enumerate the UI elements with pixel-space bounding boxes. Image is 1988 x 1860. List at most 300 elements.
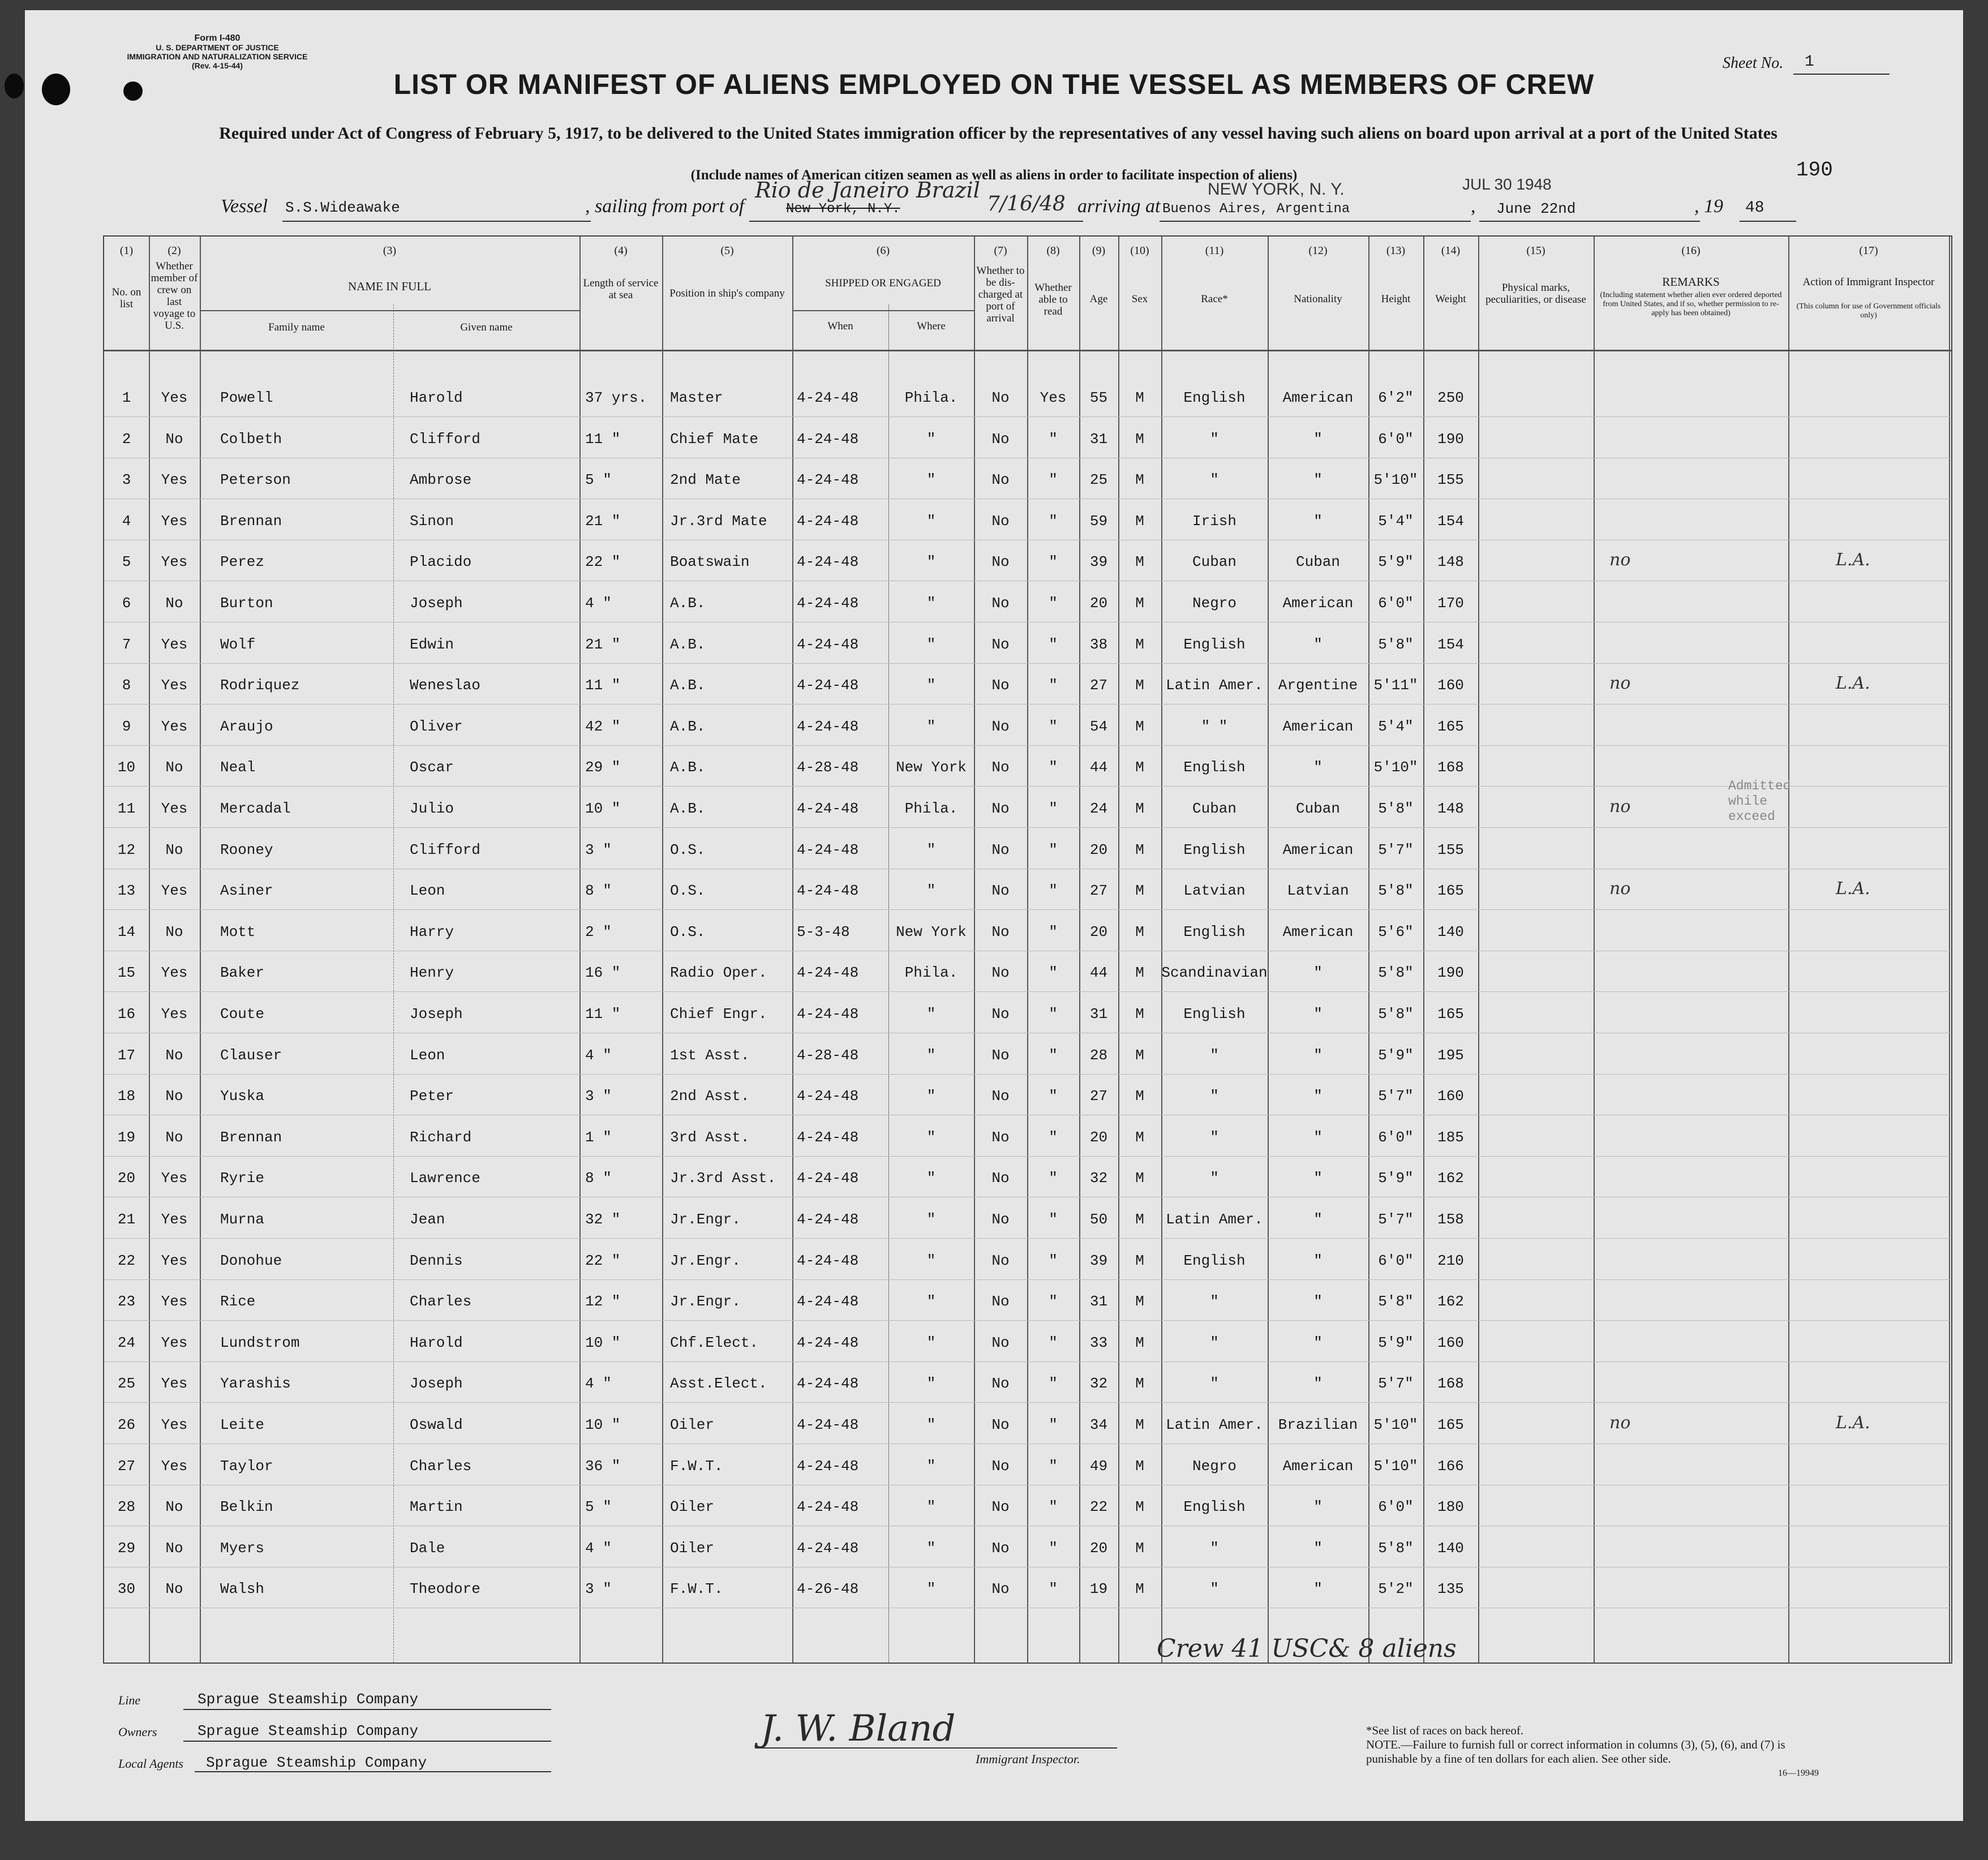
cell-nationality: Cuban bbox=[1295, 553, 1340, 571]
cell-position: F.W.T. bbox=[670, 1457, 723, 1475]
cell-height: 5'7" bbox=[1378, 841, 1414, 858]
cell-sex: M bbox=[1135, 759, 1144, 776]
cell-service-length: 8 " bbox=[585, 882, 612, 900]
cell-race: Scandinavian bbox=[1161, 964, 1268, 982]
table-row bbox=[104, 1413, 1951, 1457]
table-row bbox=[104, 1458, 1951, 1498]
cell-row-number: 15 bbox=[117, 964, 136, 982]
cell-row-number: 4 bbox=[122, 512, 131, 530]
cell-age: 54 bbox=[1089, 718, 1108, 735]
cell-height: 5'9" bbox=[1378, 1170, 1414, 1187]
cell-last-voyage: No bbox=[165, 1128, 183, 1146]
cell-family-name: Colbeth bbox=[220, 430, 282, 448]
cell-sex: M bbox=[1135, 1498, 1144, 1516]
cell-able-to-read: " bbox=[1049, 1293, 1058, 1311]
cell-given-name: Oscar bbox=[410, 759, 454, 776]
cell-service-length: 4 " bbox=[585, 1046, 612, 1064]
cell-age: 28 bbox=[1089, 1046, 1108, 1064]
cell-given-name: Oswald bbox=[410, 1416, 463, 1433]
cell-shipped-where: " bbox=[926, 1252, 936, 1269]
cell-last-voyage: Yes bbox=[161, 1211, 188, 1228]
cell-inspector-action: L.A. bbox=[1836, 673, 1870, 694]
cell-weight: 154 bbox=[1437, 635, 1464, 653]
cell-last-voyage: Yes bbox=[161, 1416, 188, 1433]
cell-age: 19 bbox=[1089, 1580, 1108, 1598]
cell-nationality: " bbox=[1313, 1046, 1323, 1064]
cell-sex: M bbox=[1135, 800, 1144, 817]
cell-family-name: Donohue bbox=[220, 1252, 282, 1269]
cell-inspector-action: L.A. bbox=[1836, 879, 1870, 899]
owners-label: Owners bbox=[118, 1725, 157, 1739]
cell-discharge: No bbox=[991, 1416, 1010, 1433]
vessel-name: S.S.Wideawake bbox=[285, 199, 400, 216]
line-value: Sprague Steamship Company bbox=[197, 1691, 419, 1708]
cell-sex: M bbox=[1135, 1088, 1144, 1105]
cell-shipped-where: " bbox=[926, 1293, 936, 1311]
table-row bbox=[104, 1170, 1951, 1210]
cell-position: Asst.Elect. bbox=[670, 1375, 767, 1393]
cell-race: Latvian bbox=[1183, 882, 1246, 900]
cell-position: Oiler bbox=[670, 1416, 715, 1433]
col-head-action: Action of Immigrant Inspector bbox=[1802, 276, 1935, 288]
cell-height: 5'9" bbox=[1378, 1334, 1414, 1351]
cell-sex: M bbox=[1135, 1252, 1144, 1269]
cell-discharge: No bbox=[991, 1539, 1010, 1557]
cell-position: A.B. bbox=[670, 759, 706, 776]
cell-height: 5'7" bbox=[1378, 1088, 1414, 1105]
table-row bbox=[104, 1498, 1951, 1539]
cell-last-voyage: No bbox=[165, 759, 183, 776]
table-row bbox=[104, 636, 1951, 677]
cell-discharge: No bbox=[991, 841, 1010, 858]
cell-family-name: Burton bbox=[220, 595, 273, 612]
cell-shipped-when: 4-24-48 bbox=[797, 1006, 859, 1023]
cell-given-name: Harold bbox=[410, 1334, 463, 1351]
cell-shipped-when: 4-24-48 bbox=[797, 635, 859, 653]
cell-position: A.B. bbox=[670, 677, 706, 694]
cell-sex: M bbox=[1135, 389, 1144, 406]
col-head-when: When bbox=[827, 320, 853, 332]
cell-last-voyage: No bbox=[165, 923, 183, 940]
cell-able-to-read: " bbox=[1049, 841, 1058, 858]
cell-shipped-where: " bbox=[926, 471, 936, 489]
cell-remarks: no bbox=[1609, 1413, 1631, 1433]
cell-service-length: 16 " bbox=[585, 964, 621, 982]
col-head-height: Height bbox=[1381, 293, 1411, 305]
cell-height: 6'2" bbox=[1378, 389, 1414, 406]
cell-able-to-read: " bbox=[1049, 1498, 1058, 1516]
cell-nationality: " bbox=[1313, 1580, 1323, 1598]
col-num-11: (11) bbox=[1205, 244, 1224, 257]
cell-sex: M bbox=[1135, 1293, 1144, 1311]
cell-shipped-when: 4-24-48 bbox=[797, 882, 859, 900]
cell-height: 6'0" bbox=[1378, 595, 1414, 612]
service: IMMIGRATION AND NATURALIZATION SERVICE bbox=[127, 52, 308, 61]
cell-row-number: 26 bbox=[117, 1416, 136, 1433]
cell-race: " bbox=[1210, 1293, 1219, 1311]
cell-shipped-where: " bbox=[926, 635, 936, 653]
cell-last-voyage: No bbox=[165, 1046, 183, 1064]
table-row bbox=[104, 1047, 1951, 1088]
cell-shipped-when: 4-24-48 bbox=[797, 471, 859, 489]
cell-weight: 180 bbox=[1437, 1498, 1464, 1516]
cell-able-to-read: " bbox=[1049, 1539, 1058, 1557]
cell-shipped-when: 4-24-48 bbox=[797, 512, 859, 530]
cell-nationality: " bbox=[1313, 430, 1323, 448]
table-row bbox=[104, 1252, 1951, 1293]
cell-race: " bbox=[1210, 1046, 1219, 1064]
cell-row-number: 5 bbox=[122, 553, 131, 571]
cell-shipped-where: New York bbox=[896, 923, 967, 940]
cell-race: " " bbox=[1201, 718, 1228, 735]
arriving-port: Buenos Aires, Argentina bbox=[1162, 201, 1350, 217]
cell-age: 34 bbox=[1089, 1416, 1108, 1433]
cell-able-to-read: " bbox=[1049, 512, 1058, 530]
cell-discharge: No bbox=[991, 1293, 1010, 1311]
cell-family-name: Belkin bbox=[220, 1498, 273, 1516]
cell-nationality: Latvian bbox=[1287, 882, 1349, 900]
cell-age: 44 bbox=[1089, 964, 1108, 982]
cell-family-name: Wolf bbox=[220, 635, 256, 653]
cell-position: A.B. bbox=[670, 595, 706, 612]
cell-service-length: 4 " bbox=[585, 1375, 612, 1393]
cell-row-number: 13 bbox=[117, 882, 136, 900]
table-row bbox=[104, 964, 1951, 1005]
cell-service-length: 12 " bbox=[585, 1293, 621, 1311]
cell-race: Latin Amer. bbox=[1166, 1416, 1263, 1433]
cell-sex: M bbox=[1135, 553, 1144, 571]
cell-shipped-where: Phila. bbox=[904, 800, 958, 817]
cell-shipped-where: " bbox=[926, 1211, 936, 1228]
cell-service-length: 3 " bbox=[585, 841, 612, 858]
cell-row-number: 27 bbox=[117, 1457, 136, 1475]
cell-weight: 162 bbox=[1437, 1170, 1464, 1187]
cell-row-number: 6 bbox=[122, 595, 131, 612]
cell-race: " bbox=[1210, 1128, 1219, 1146]
col-head-discharged: Whether to be dis-charged at port of arrival bbox=[976, 265, 1025, 324]
cell-weight: 195 bbox=[1437, 1046, 1464, 1064]
cell-shipped-when: 4-24-48 bbox=[797, 1416, 859, 1433]
table-row bbox=[104, 471, 1951, 512]
cell-given-name: Ambrose bbox=[410, 471, 472, 489]
cell-shipped-where: Phila. bbox=[904, 389, 958, 406]
cell-sex: M bbox=[1135, 1375, 1144, 1393]
cell-service-length: 3 " bbox=[585, 1580, 612, 1598]
cell-sex: M bbox=[1135, 430, 1144, 448]
cell-service-length: 36 " bbox=[585, 1457, 621, 1475]
cell-able-to-read: " bbox=[1049, 1580, 1058, 1598]
cell-shipped-where: " bbox=[926, 1498, 936, 1516]
table-row bbox=[104, 718, 1951, 759]
cell-race: Negro bbox=[1192, 595, 1236, 612]
cell-position: Radio Oper. bbox=[670, 964, 767, 982]
agents-value: Sprague Steamship Company bbox=[206, 1754, 427, 1771]
cell-able-to-read: " bbox=[1049, 882, 1058, 900]
table-row bbox=[104, 1006, 1951, 1046]
cell-weight: 185 bbox=[1437, 1128, 1464, 1146]
cell-weight: 160 bbox=[1437, 1334, 1464, 1351]
cell-last-voyage: Yes bbox=[161, 800, 188, 817]
cell-shipped-where: " bbox=[926, 1006, 936, 1023]
cell-shipped-when: 4-24-48 bbox=[797, 718, 859, 735]
cell-height: 5'9" bbox=[1378, 553, 1414, 571]
cell-last-voyage: Yes bbox=[161, 1006, 188, 1023]
cell-discharge: No bbox=[991, 800, 1010, 817]
table-row bbox=[104, 431, 1951, 471]
cell-age: 33 bbox=[1089, 1334, 1108, 1351]
cell-shipped-when: 4-24-48 bbox=[797, 964, 859, 982]
cell-shipped-when: 4-24-48 bbox=[797, 1252, 859, 1269]
crew-manifest-table bbox=[103, 235, 1952, 1664]
cell-row-number: 22 bbox=[117, 1252, 136, 1269]
cell-discharge: No bbox=[991, 923, 1010, 940]
table-row bbox=[104, 1334, 1951, 1375]
cell-position: Chief Mate bbox=[670, 430, 759, 448]
cell-row-number: 25 bbox=[117, 1375, 136, 1393]
cell-service-length: 11 " bbox=[585, 430, 621, 448]
cell-given-name: Weneslao bbox=[410, 677, 480, 694]
cell-given-name: Clifford bbox=[410, 430, 480, 448]
cell-able-to-read: " bbox=[1049, 964, 1058, 982]
cell-service-length: 5 " bbox=[585, 471, 612, 489]
cell-weight: 140 bbox=[1437, 1539, 1464, 1557]
cell-able-to-read: " bbox=[1049, 1252, 1058, 1269]
cell-service-length: 1 " bbox=[585, 1128, 612, 1146]
cell-shipped-where: " bbox=[926, 1375, 936, 1393]
col-head-where: Where bbox=[917, 320, 946, 332]
col-num-5: (5) bbox=[720, 244, 734, 257]
cell-age: 22 bbox=[1089, 1498, 1108, 1516]
cell-shipped-where: " bbox=[926, 1088, 936, 1105]
cell-service-length: 10 " bbox=[585, 1416, 621, 1433]
col-num-3: (3) bbox=[383, 244, 397, 257]
cell-service-length: 4 " bbox=[585, 1539, 612, 1557]
cell-sex: M bbox=[1135, 595, 1144, 612]
cell-position: Jr.3rd Mate bbox=[670, 512, 767, 530]
cell-weight: 190 bbox=[1437, 964, 1464, 982]
cell-weight: 168 bbox=[1437, 759, 1464, 776]
cell-position: F.W.T. bbox=[670, 1580, 723, 1598]
cell-nationality: American bbox=[1282, 718, 1354, 735]
col-num-16: (16) bbox=[1681, 244, 1701, 257]
cell-service-length: 5 " bbox=[585, 1498, 612, 1516]
cell-weight: 160 bbox=[1437, 677, 1464, 694]
cell-row-number: 16 bbox=[117, 1006, 136, 1023]
cell-family-name: Brennan bbox=[220, 1128, 282, 1146]
cell-row-number: 1 bbox=[122, 389, 131, 406]
cell-sex: M bbox=[1135, 841, 1144, 858]
col-num-12: (12) bbox=[1308, 244, 1328, 257]
cell-height: 6'0" bbox=[1378, 430, 1414, 448]
cell-position: O.S. bbox=[670, 882, 706, 900]
cell-sex: M bbox=[1135, 1170, 1144, 1187]
cell-shipped-where: " bbox=[926, 1128, 936, 1146]
cell-weight: 160 bbox=[1437, 1088, 1464, 1105]
cell-age: 20 bbox=[1089, 1539, 1108, 1557]
table-row bbox=[104, 1375, 1951, 1416]
arriving-stamp: NEW YORK, N. Y. bbox=[1208, 180, 1345, 199]
col-num-6: (6) bbox=[876, 244, 890, 257]
crew-summary: Crew 41 USC& 8 aliens bbox=[1157, 1634, 1457, 1663]
cell-given-name: Charles bbox=[410, 1293, 472, 1311]
vessel-label: Vessel bbox=[221, 196, 268, 217]
cell-last-voyage: Yes bbox=[161, 1293, 188, 1311]
cell-weight: 210 bbox=[1437, 1252, 1464, 1269]
cell-shipped-where: " bbox=[926, 1457, 936, 1475]
cell-row-number: 21 bbox=[117, 1211, 136, 1228]
cell-weight: 140 bbox=[1437, 923, 1464, 940]
cell-last-voyage: Yes bbox=[161, 512, 188, 530]
cell-able-to-read: Yes bbox=[1040, 389, 1067, 406]
cell-race: " bbox=[1210, 1170, 1219, 1187]
cell-race: Negro bbox=[1192, 1457, 1236, 1475]
cell-sex: M bbox=[1135, 635, 1144, 653]
cell-discharge: No bbox=[991, 1252, 1010, 1269]
table-row bbox=[104, 673, 1951, 718]
col-head-sex: Sex bbox=[1131, 293, 1148, 305]
cell-service-length: 10 " bbox=[585, 800, 621, 817]
cell-remarks: no bbox=[1609, 797, 1631, 817]
cell-able-to-read: " bbox=[1049, 430, 1058, 448]
cell-family-name: Baker bbox=[220, 964, 265, 982]
cell-family-name: Clauser bbox=[220, 1046, 282, 1064]
cell-age: 27 bbox=[1089, 882, 1108, 900]
cell-service-length: 21 " bbox=[585, 512, 621, 530]
cell-shipped-where: New York bbox=[896, 759, 967, 776]
cell-age: 31 bbox=[1089, 1006, 1108, 1023]
cell-nationality: " bbox=[1313, 1088, 1323, 1105]
cell-row-number: 10 bbox=[117, 759, 136, 776]
cell-able-to-read: " bbox=[1049, 635, 1058, 653]
cell-row-number: 17 bbox=[117, 1046, 136, 1064]
cell-shipped-where: " bbox=[926, 1334, 936, 1351]
cell-position: Master bbox=[670, 389, 723, 406]
col-head-no: No. on list bbox=[111, 286, 141, 310]
cell-last-voyage: No bbox=[165, 595, 183, 612]
cell-given-name: Leon bbox=[410, 1046, 445, 1064]
col-head-given-name: Given name bbox=[460, 321, 513, 333]
cell-height: 5'7" bbox=[1378, 1211, 1414, 1228]
cell-race: English bbox=[1183, 635, 1246, 653]
cell-given-name: Richard bbox=[410, 1128, 472, 1146]
cell-shipped-where: " bbox=[926, 1046, 936, 1064]
cell-inspector-action: L.A. bbox=[1836, 550, 1870, 570]
cell-family-name: Ryrie bbox=[220, 1170, 265, 1187]
cell-discharge: No bbox=[991, 1580, 1010, 1598]
cell-given-name: Joseph bbox=[410, 1375, 463, 1393]
cell-shipped-where: " bbox=[926, 1416, 936, 1433]
cell-given-name: Joseph bbox=[410, 595, 463, 612]
cell-nationality: " bbox=[1313, 1170, 1323, 1187]
col-head-last-voyage: Whether member of crew on last voyage to U.S. bbox=[151, 260, 198, 332]
cell-family-name: Lundstrom bbox=[220, 1334, 300, 1351]
cell-service-length: 22 " bbox=[585, 553, 621, 571]
cell-family-name: Rice bbox=[220, 1293, 256, 1311]
cell-age: 59 bbox=[1089, 512, 1108, 530]
cell-shipped-when: 4-24-48 bbox=[797, 430, 859, 448]
cell-nationality: American bbox=[1282, 1457, 1354, 1475]
cell-weight: 155 bbox=[1437, 841, 1464, 858]
col-head-age: Age bbox=[1089, 293, 1108, 305]
cell-able-to-read: " bbox=[1049, 677, 1058, 694]
cell-age: 50 bbox=[1089, 1211, 1108, 1228]
cell-height: 5'8" bbox=[1378, 1539, 1414, 1557]
cell-shipped-where: " bbox=[926, 1580, 936, 1598]
cell-family-name: Brennan bbox=[220, 512, 282, 530]
line-label: Line bbox=[118, 1693, 141, 1707]
cell-position: 2nd Asst. bbox=[670, 1088, 750, 1105]
cell-given-name: Placido bbox=[410, 553, 472, 571]
cell-sex: M bbox=[1135, 1539, 1144, 1557]
cell-age: 25 bbox=[1089, 471, 1108, 489]
cell-nationality: " bbox=[1313, 1539, 1323, 1557]
cell-shipped-where: " bbox=[926, 882, 936, 900]
cell-row-number: 30 bbox=[117, 1580, 136, 1598]
cell-given-name: Dale bbox=[410, 1539, 445, 1557]
cell-discharge: No bbox=[991, 1170, 1010, 1187]
cell-shipped-where: " bbox=[926, 595, 936, 612]
cell-position: Chief Engr. bbox=[670, 1006, 767, 1023]
cell-shipped-where: " bbox=[926, 1539, 936, 1557]
cell-sex: M bbox=[1135, 1457, 1144, 1475]
cell-sex: M bbox=[1135, 1006, 1144, 1023]
col-num-14: (14) bbox=[1441, 244, 1461, 257]
cell-service-length: 11 " bbox=[585, 677, 621, 694]
cell-age: 31 bbox=[1089, 430, 1108, 448]
cell-position: Jr.Engr. bbox=[670, 1252, 741, 1269]
cell-height: 6'0" bbox=[1378, 1498, 1414, 1516]
cell-row-number: 24 bbox=[117, 1334, 136, 1351]
cell-position: Jr.Engr. bbox=[670, 1211, 741, 1228]
handwritten-date: 7/16/48 bbox=[987, 192, 1066, 216]
cell-race: Cuban bbox=[1192, 553, 1236, 571]
cell-family-name: Coute bbox=[220, 1006, 265, 1023]
table-row bbox=[104, 550, 1951, 594]
cell-sex: M bbox=[1135, 1128, 1144, 1146]
col-num-10: (10) bbox=[1130, 244, 1149, 257]
col-head-shipped: SHIPPED OR ENGAGED bbox=[825, 277, 941, 289]
include-note: (Include names of American citizen seamen as well as aliens in order to facilitate inspection of aliens) bbox=[690, 167, 1298, 183]
cell-age: 20 bbox=[1089, 841, 1108, 858]
arriving-label: arriving at bbox=[1077, 196, 1161, 217]
cell-age: 39 bbox=[1089, 1252, 1108, 1269]
col-num-9: (9) bbox=[1092, 244, 1106, 257]
cell-position: Jr.3rd Asst. bbox=[670, 1170, 776, 1187]
cell-height: 5'8" bbox=[1378, 635, 1414, 653]
cell-age: 32 bbox=[1089, 1170, 1108, 1187]
cell-nationality: " bbox=[1313, 1006, 1323, 1023]
cell-height: 5'10" bbox=[1373, 471, 1418, 489]
cell-nationality: " bbox=[1313, 1334, 1323, 1351]
cell-height: 5'10" bbox=[1373, 1457, 1418, 1475]
cell-row-number: 19 bbox=[117, 1128, 136, 1146]
cell-nationality: American bbox=[1282, 923, 1354, 940]
col-num-15: (15) bbox=[1526, 244, 1545, 257]
cell-height: 5'8" bbox=[1378, 800, 1414, 817]
cell-sex: M bbox=[1135, 1416, 1144, 1433]
cell-sex: M bbox=[1135, 1580, 1144, 1598]
cell-able-to-read: " bbox=[1049, 1416, 1058, 1433]
cell-sex: M bbox=[1135, 677, 1144, 694]
cell-sex: M bbox=[1135, 471, 1144, 489]
cell-discharge: No bbox=[991, 759, 1010, 776]
cell-race: Cuban bbox=[1192, 800, 1236, 817]
col-head-remarks-sub: (Including statement whether alien ever ordered deported from United States, and if so, whether permission to re-apply has been obtained) bbox=[1600, 291, 1782, 317]
cell-height: 5'8" bbox=[1378, 964, 1414, 982]
cell-able-to-read: " bbox=[1049, 759, 1058, 776]
col-head-physical-marks: Physical marks, peculiarities, or disease bbox=[1485, 282, 1586, 306]
cell-family-name: Rodriquez bbox=[220, 677, 300, 694]
